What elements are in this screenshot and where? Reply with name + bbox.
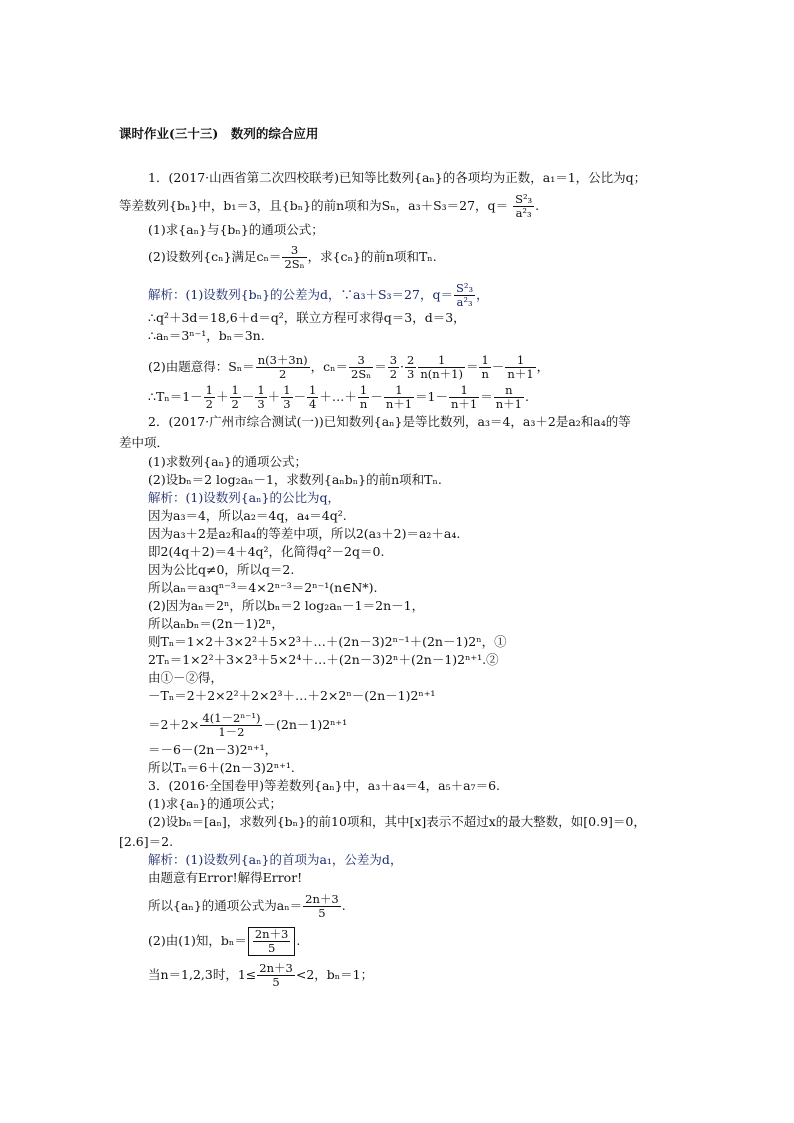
problem-1-part-1: (1)求{aₙ}与{bₙ}的通项公式；	[148, 222, 324, 237]
text-segment: .	[535, 198, 540, 213]
frac-den: 2Sₙ	[351, 367, 372, 381]
frac-num: 3	[389, 353, 398, 367]
frac-num: 2n＋3	[254, 927, 289, 941]
text-segment: 当n＝1,2,3时，1≤	[148, 967, 257, 982]
frac-den: 5	[272, 975, 280, 989]
fraction	[449, 384, 479, 411]
frac-num: 1	[309, 383, 317, 397]
fraction	[384, 384, 414, 411]
frac-den: n＋1	[451, 397, 478, 411]
solution-2-line-12: －Tₙ＝2＋2×2²＋2×2³＋…＋2×2ⁿ－(2n－1)2ⁿ⁺¹	[148, 688, 436, 703]
solution-2-line-4: 即2(4q＋2)＝4＋4q²，化简得q²－2q＝0.	[148, 544, 385, 559]
frac-den: 2Sₙ	[284, 257, 305, 271]
solution-1-line-4	[148, 354, 549, 381]
problem-3-part-2: (2)设bₙ＝[aₙ]，求数列{bₙ}的前10项和，其中[x]表示不超过x的最大整数，如[0.9]＝0，	[148, 814, 646, 829]
text-segment: ＝	[480, 389, 493, 404]
solution-2-line-7: (2)因为aₙ＝2ⁿ，所以bₙ＝2 log₂aₙ－1＝2n－1，	[148, 598, 425, 613]
frac-den: 3	[283, 397, 291, 411]
frac-den: a²₃	[456, 295, 473, 309]
fraction	[349, 354, 373, 381]
frac-num: 1	[418, 354, 465, 368]
fraction	[479, 354, 490, 381]
fraction-s	[256, 354, 310, 381]
solution-3-line-1: 解析：(1)设数列{aₙ}的首项为a₁，公差为d，	[148, 852, 403, 867]
solution-2-line-6: 所以aₙ＝a₃qⁿ⁻³＝4×2ⁿ⁻³＝2ⁿ⁻¹(n∈N*).	[148, 580, 378, 595]
page-title: 课时作业(三十三) 数列的综合应用	[119, 126, 319, 141]
fraction-c	[282, 244, 306, 271]
fraction	[255, 384, 266, 411]
problem-3-line-1: 3．(2016·全国卷甲)等差数列{aₙ}中，a₃＋a₄＝4，a₅＋a₇＝6.	[148, 778, 500, 793]
solution-1-line-5	[148, 384, 529, 411]
text-segment: 解析：(1)设数列{bₙ}的公差为d，∵a₃＋S₃＝27，q＝	[148, 287, 453, 302]
text-segment: ＋	[267, 389, 281, 404]
text-segment: ＝1－	[415, 389, 448, 404]
solution-2-line-10: 2Tₙ＝1×2²＋3×2³＋5×2⁴＋…＋(2n－3)2ⁿ＋(2n－1)2ⁿ⁺¹.②	[148, 652, 499, 667]
text-segment: .	[296, 933, 301, 948]
fraction	[358, 384, 369, 411]
fraction	[405, 354, 416, 381]
solution-2-line-8: 所以aₙbₙ＝(2n－1)2ⁿ，	[148, 616, 284, 631]
text-segment: 等差数列{bₙ}中，b₁＝3，且{bₙ}的前n项和为Sₙ，a₃＋S₃＝27，q＝	[119, 198, 509, 213]
fraction-bn	[253, 928, 291, 955]
problem-2-line-1: 2．(2017·广州市综合测试(一))已知数列{aₙ}是等比数列，a₃＝4，a₃＋2是a₂和a₄的等	[148, 414, 631, 429]
solution-2-line-9: 则Tₙ＝1×2＋3×2²＋5×2³＋…＋(2n－3)2ⁿ⁻¹＋(2n－1)2ⁿ，①	[148, 634, 507, 649]
text-segment: <2，bₙ＝1；	[295, 967, 374, 982]
solution-2-line-3: 因为a₃＋2是a₂和a₄的等差中项，所以2(a₃＋2)＝a₂＋a₄.	[148, 526, 461, 541]
frac-num: 1	[505, 354, 535, 368]
fraction	[307, 384, 318, 411]
frac-den: 1－2	[218, 725, 245, 739]
problem-3-part-1: (1)求{aₙ}的通项公式；	[148, 796, 282, 811]
solution-2-line-5: 因为公比q≠0，所以q＝2.	[148, 562, 295, 577]
frac-den: 2	[231, 397, 239, 411]
fraction-an	[303, 893, 341, 920]
frac-den: n	[481, 367, 489, 381]
text-segment: －	[241, 389, 255, 404]
problem-3-part-2-cont: [2.6]＝2.	[119, 834, 174, 849]
frac-num: S²₃	[515, 192, 533, 206]
text-segment: ＝	[374, 359, 387, 374]
problem-2-line-2: 差中项．	[119, 435, 170, 450]
frac-den: n＋1	[507, 367, 534, 381]
text-segment: 所以{aₙ}的通项公式为aₙ＝	[148, 898, 303, 913]
solution-2-line-11: 由①－②得，	[148, 670, 224, 685]
solution-3-line-3	[148, 893, 346, 920]
solution-2-line-1: 解析：(1)设数列{aₙ}的公比为q，	[148, 490, 340, 505]
frac-num: 3	[282, 244, 306, 258]
fraction	[494, 384, 524, 411]
text-segment: (2)设数列{cₙ}满足cₙ＝	[148, 249, 282, 264]
fraction-q	[513, 193, 534, 220]
solution-1-line-3: ∴aₙ＝3ⁿ⁻¹，bₙ＝3n.	[148, 328, 265, 343]
frac-den: n＋1	[495, 397, 522, 411]
solution-1-line-1	[148, 282, 489, 309]
frac-den: 2	[389, 367, 398, 381]
text-segment: ＋…＋	[319, 389, 357, 404]
text-segment: －	[491, 359, 505, 374]
frac-den: 5	[318, 906, 326, 920]
text-segment: ，cₙ＝	[310, 359, 349, 374]
frac-den: 5	[267, 941, 276, 955]
text-segment: ·	[400, 359, 405, 374]
text-segment: (2)由(1)知，bₙ＝	[148, 933, 247, 948]
text-segment: ∴Tₙ＝1－	[148, 389, 203, 404]
problem-2-part-2: (2)设bₙ＝2 log₂aₙ－1，求数列{aₙbₙ}的前n项和Tₙ.	[148, 472, 442, 487]
fraction-geometric-sum	[200, 712, 262, 739]
frac-num: 1	[231, 383, 239, 397]
problem-2-part-1: (1)求数列{aₙ}的通项公式；	[148, 454, 307, 469]
solution-2-line-15: 所以Tₙ＝6＋(2n－3)2ⁿ⁺¹.	[148, 760, 295, 775]
text-segment: ，求{cₙ}的前n项和Tₙ.	[307, 249, 437, 264]
frac-num: 1	[384, 384, 414, 398]
frac-den: a²₃	[515, 206, 532, 220]
frac-den: n＋1	[385, 397, 413, 411]
solution-1-line-2: ∴q²＋3d＝18,6＋d＝q²，联立方程可求得q＝3，d＝3，	[148, 310, 466, 325]
frac-den: n(n＋1)	[420, 367, 463, 381]
text-segment: ，	[536, 359, 550, 374]
text-segment: ＝2＋2×	[148, 717, 200, 732]
floor-bracket	[248, 927, 296, 956]
solution-2-line-2: 因为a₃＝4，所以a₂＝4q，a₄＝4q².	[148, 508, 347, 523]
frac-num: 2n＋3	[305, 892, 339, 906]
fraction	[418, 354, 465, 381]
fraction	[281, 384, 292, 411]
text-segment: ＝	[465, 359, 479, 374]
frac-den: 3	[257, 397, 265, 411]
frac-den: 4	[309, 397, 317, 411]
frac-den: n	[359, 397, 368, 411]
frac-num: 1	[449, 384, 479, 398]
text-segment: ＋	[215, 389, 229, 404]
text-segment: －	[293, 389, 307, 404]
frac-num: 1	[205, 383, 213, 397]
text-segment: (2)由题意得：Sₙ＝	[148, 359, 255, 374]
fraction-q2	[454, 282, 475, 309]
frac-num: n(3＋3n)	[257, 353, 308, 367]
frac-num: 3	[349, 354, 373, 368]
text-segment: .	[524, 389, 529, 404]
text-segment: ，	[476, 287, 489, 302]
text-segment: .	[341, 898, 346, 913]
solution-3-line-2: 由题意有Error!解得Error!	[148, 870, 303, 885]
frac-num: n	[494, 384, 524, 398]
fraction	[230, 384, 241, 411]
text-segment: －(2n－1)2ⁿ⁺¹	[263, 717, 348, 732]
solution-2-line-14: ＝－6－(2n－3)2ⁿ⁺¹，	[148, 742, 278, 757]
problem-1-line-2	[119, 193, 539, 220]
frac-num: 1	[257, 383, 265, 397]
frac-num: 2	[407, 353, 415, 367]
problem-1-part-2	[148, 244, 437, 271]
frac-num: 1	[358, 384, 369, 398]
problem-1-line-1: 1．(2017·山西省第二次四校联考)已知等比数列{aₙ}的各项均为正数，a₁＝1，公比为q；	[148, 170, 647, 185]
fraction	[204, 384, 215, 411]
frac-den: 3	[407, 367, 415, 381]
frac-num: 2n＋3	[259, 961, 293, 975]
solution-3-line-5	[148, 962, 373, 989]
frac-den: 2	[205, 397, 213, 411]
fraction	[388, 354, 399, 381]
solution-2-line-13	[148, 712, 347, 739]
frac-num: S²₃	[455, 281, 474, 295]
text-segment: －	[370, 389, 383, 404]
frac-den: 2	[278, 367, 287, 381]
fraction-bound	[257, 962, 295, 989]
solution-3-line-4	[148, 927, 300, 956]
frac-num: 1	[283, 383, 291, 397]
frac-num: 4(1－2ⁿ⁻¹)	[202, 711, 261, 725]
frac-num: 1	[479, 354, 490, 368]
fraction	[505, 354, 535, 381]
